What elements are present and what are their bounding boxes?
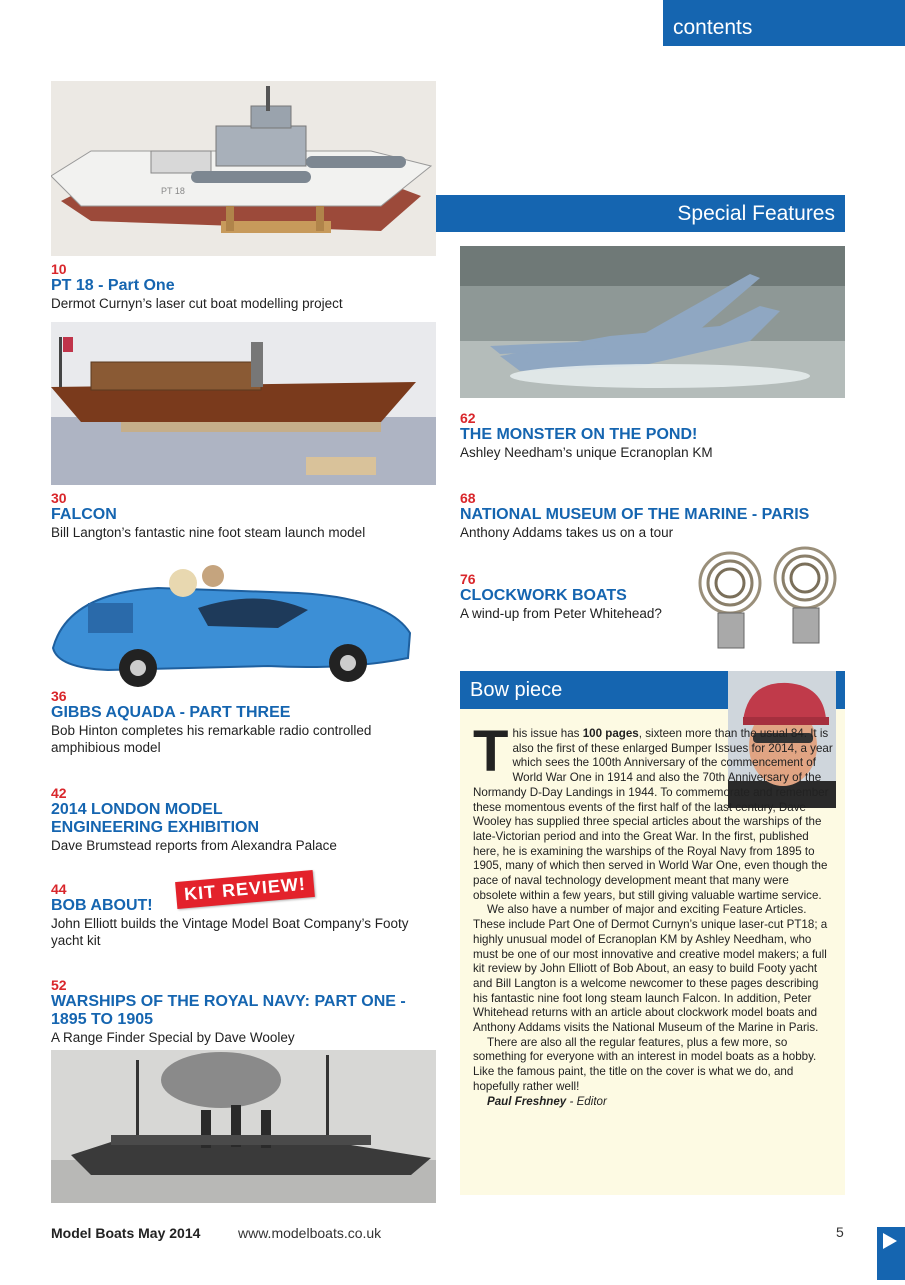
item-title: PT 18 - Part One: [51, 277, 175, 294]
item-page-number: 42: [51, 785, 67, 801]
contents-item-62[interactable]: [460, 410, 840, 461]
item-title: GIBBS AQUADA - PART THREE: [51, 704, 291, 721]
contents-item-42[interactable]: [51, 785, 337, 854]
special-features-header: Special Features: [436, 195, 845, 232]
item-description: Bill Langton’s fantastic nine foot steam launch model: [51, 525, 366, 540]
page-number: 5: [836, 1224, 844, 1240]
item-title: BOB ABOUT!: [51, 897, 153, 914]
item-title: 2014 LONDON MODEL ENGINEERING EXHIBITION: [51, 801, 260, 836]
website-link[interactable]: www.modelboats.co.uk: [238, 1225, 382, 1241]
item-description: Dave Brumstead reports from Alexandra Palace: [51, 838, 337, 853]
item-page-number: 62: [460, 410, 476, 426]
contents-item-76[interactable]: [460, 571, 690, 622]
item-description: A wind-up from Peter Whitehead?: [460, 606, 662, 621]
item-description: Ashley Needham’s unique Ecranoplan KM: [460, 445, 713, 460]
item-description: Bob Hinton completes his remarkable radio controlled amphibious model: [51, 723, 372, 755]
drop-cap: T: [473, 719, 509, 784]
item-title: NATIONAL MUSEUM OF THE MARINE - PARIS: [460, 506, 810, 523]
svg-text:PT 18: PT 18: [161, 186, 185, 196]
contents-item-68[interactable]: [460, 490, 850, 541]
item-title: WARSHIPS OF THE ROYAL NAVY: PART ONE - 1895 TO 1905: [51, 993, 406, 1028]
next-page-tab[interactable]: [877, 1227, 905, 1280]
contents-item-52[interactable]: [51, 977, 436, 1046]
item-title: THE MONSTER ON THE POND!: [460, 426, 698, 443]
item-description: A Range Finder Special by Dave Wooley: [51, 1030, 295, 1045]
contents-item-36[interactable]: [51, 688, 431, 756]
item-title: CLOCKWORK BOATS: [460, 587, 627, 604]
item-description: Dermot Curnyn’s laser cut boat modelling project: [51, 296, 343, 311]
section-tab-contents: contents: [663, 0, 905, 46]
publication-title: Model Boats May 2014: [51, 1225, 201, 1241]
item-page-number: 44: [51, 881, 67, 897]
item-title: FALCON: [51, 506, 117, 523]
bow-paragraph-3: There are also all the regular features, plus a few more, so something for everyone with an interest in model boats as a hobby. Like the famous paint, the title on the cover is what we do, and hopefully rather well!: [473, 1035, 817, 1093]
item-page-number: 52: [51, 977, 67, 993]
falcon-photo: [51, 322, 436, 485]
bow-piece-text: [473, 719, 835, 1109]
item-page-number: 10: [51, 261, 67, 277]
item-page-number: 76: [460, 571, 476, 587]
clockwork-photo: [690, 538, 845, 668]
bow-piece-header: Bow piece: [460, 671, 845, 709]
aquada-photo: [48, 548, 418, 693]
contents-item-30[interactable]: [51, 490, 431, 541]
bow-text-start: his issue has: [512, 727, 583, 740]
item-description: John Elliott builds the Vintage Model Boat Company’s Footy yacht kit: [51, 916, 409, 948]
ecranoplan-photo: [460, 246, 845, 398]
pt18-photo: [51, 81, 436, 256]
item-description: Anthony Addams takes us on a tour: [460, 525, 674, 540]
bow-text-bold: 100 pages: [582, 727, 639, 740]
bow-signature: [473, 1095, 835, 1110]
bow-paragraph-2: We also have a number of major and exciting Feature Articles. These include Part One of Dermot Curnyn’s unique laser-cut PT18; a highly unusual model of Ecranoplan KM by Ashley Needham, who must be one of our most innovative and creative model makers; a full kit review by John Elliott of Bob About, an easy to build Footy yacht and Bill Langton is a welcome newcomer to these pages describing his fantastic nine foot long steam launch Falcon. In addition, Peter Whitehead returns with an article about clockwork model boats and Anthony Addams visits the National Museum of the Marine in Paris.: [473, 903, 828, 1035]
editor-role: - Editor: [566, 1094, 607, 1108]
play-arrow-icon: [877, 1227, 905, 1280]
item-page-number: 36: [51, 688, 67, 704]
bow-text-rest: , sixteen more than the usual 84. It is also the first of these enlarged Bumper Issues for 2014, a year which sees the 100th Anniversary of the commencement of World War One in 1914 and also the 70th Anniversary of the Normandy D-Day Landings in 1944. To commemorate and remember these momentous events of the first half of the last century, Dave Wooley has supplied three special articles about the warships of the late-Victorian period and into the Great War. In the first, published here, he is examining the warships of the Royal Navy from 1895 to 1905, many of which then served in World War One, even though the pace of naval technology development meant that many were obsolete within a few years, but still giving valuable wartime service.: [473, 727, 833, 902]
item-page-number: 68: [460, 490, 476, 506]
contents-item-10[interactable]: [51, 261, 431, 312]
item-page-number: 30: [51, 490, 67, 506]
kit-review-badge: KIT REVIEW!: [175, 870, 315, 909]
bow-paragraph-1: [473, 719, 835, 903]
editor-name: Paul Freshney: [487, 1094, 567, 1108]
warship-photo: [51, 1050, 436, 1203]
